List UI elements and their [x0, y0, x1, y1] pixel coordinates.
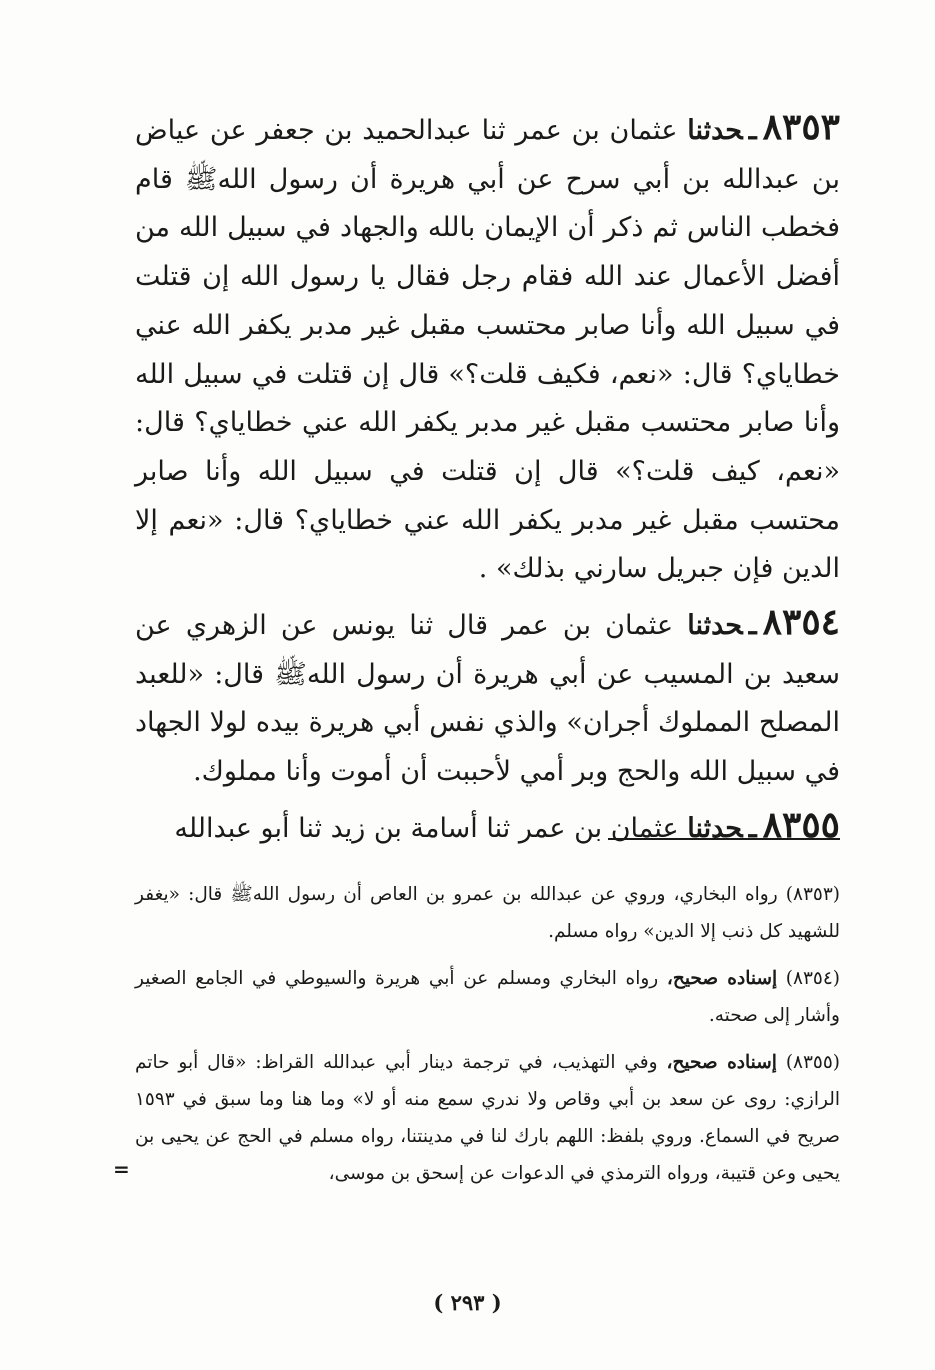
hadith-number: ٨٣٥٣	[762, 106, 840, 148]
hadith-text: عثمان بن عمر ثنا أسامة بن زيد ثنا أبو عبدالله	[174, 812, 679, 844]
hadith-text: عثمان بن عمر ثنا عبدالحميد بن جعفر عن عياض بن عبدالله بن أبي سرح عن أبي هريرة أن رسول اللهﷺ قام فخطب الناس ثم ذكر أن الإيمان بالله والجهاد في سبيل الله من أفضل الأعمال عند الله فقام رجل فقال يا رسول الله إن قتلت في سبيل الله وأنا صابر محتسب مقبل غير مدبر يكفر الله عني خطاياي؟ قال: «نعم، فكيف قلت؟» قال إن قتلت في سبيل الله وأنا صابر محتسب مقبل غير مدبر يكفر الله عني خطاياي؟ قال: «نعم، كيف قلت؟» قال إن قتلت في سبيل الله وأنا صابر محتسب مقبل غير مدبر يكفر الله عني خطاياي؟ قال: «نعم إلا الدين فإن جبريل سارني بذلك» .	[135, 115, 840, 585]
footnote-text: رواه البخاري، وروي عن عبدالله بن عمرو بن العاص أن رسول اللهﷺ قال: «يغفر للشهيد كل ذنب إلا الدين» رواه مسلم.	[135, 884, 840, 942]
footnote-keyword: إسناده صحيح،	[666, 1052, 777, 1073]
hadith-text: عثمان بن عمر قال ثنا يونس عن الزهري عن سعيد بن المسيب عن أبي هريرة أن رسول اللهﷺ قال: «للعبد المصلح المملوك أجران» والذي نفس أبي هريرة بيده لولا الجهاد في سبيل الله والحج وبر أمي لأحببت أن أموت وأنا مملوك.	[135, 610, 840, 788]
hadith-number: ٨٣٥٤	[762, 601, 840, 644]
hadith-keyword: حدثنا	[687, 812, 743, 844]
hadith-8354	[135, 598, 840, 797]
footnote-text: وفي التهذيب، في ترجمة دينار أبي عبدالله القراظ: «قال أبو حاتم الرازي: روى عن سعد بن أبي وقاص ولا ندري سمع منه أو لا» وما هنا وما سبق في ١٥٩٣ صريح في السماع. وروي بلفظ: اللهم بارك لنا في مدينتنا، رواه مسلم في الحج عن يحيى بن يحيى وعن قتيبة، ورواه الترمذي في الدعوات عن إسحق بن موسى،	[135, 1052, 840, 1184]
hadith-8355	[135, 801, 840, 854]
footnote-keyword: إسناده صحيح،	[666, 968, 778, 989]
footnote-separator	[608, 838, 840, 840]
continuation-mark: =	[113, 1157, 130, 1181]
hadith-dash: ـ	[748, 115, 757, 146]
footnote-ref: (٨٣٥٥)	[785, 1052, 840, 1073]
footnote-ref: (٨٣٥٣)	[785, 884, 840, 905]
footnote-ref: (٨٣٥٤)	[785, 968, 840, 989]
footnote-8353	[135, 876, 840, 950]
hadith-number: ٨٣٥٥	[762, 803, 840, 846]
page-number: ( ٢٩٣ )	[433, 1290, 502, 1315]
hadith-8353	[135, 103, 840, 594]
hadith-dash: ـ	[748, 812, 757, 844]
hadith-dash: ـ	[748, 610, 757, 642]
main-text	[135, 103, 840, 858]
footnotes	[113, 876, 840, 1202]
hadith-keyword: حدثنا	[687, 610, 743, 642]
footnote-8355	[113, 1044, 840, 1192]
hadith-keyword: حدثنا	[687, 115, 743, 146]
footnote-8354	[135, 960, 840, 1034]
footnote-text: رواه البخاري ومسلم عن أبي هريرة والسيوطي في الجامع الصغير وأشار إلى صحته.	[135, 968, 840, 1026]
